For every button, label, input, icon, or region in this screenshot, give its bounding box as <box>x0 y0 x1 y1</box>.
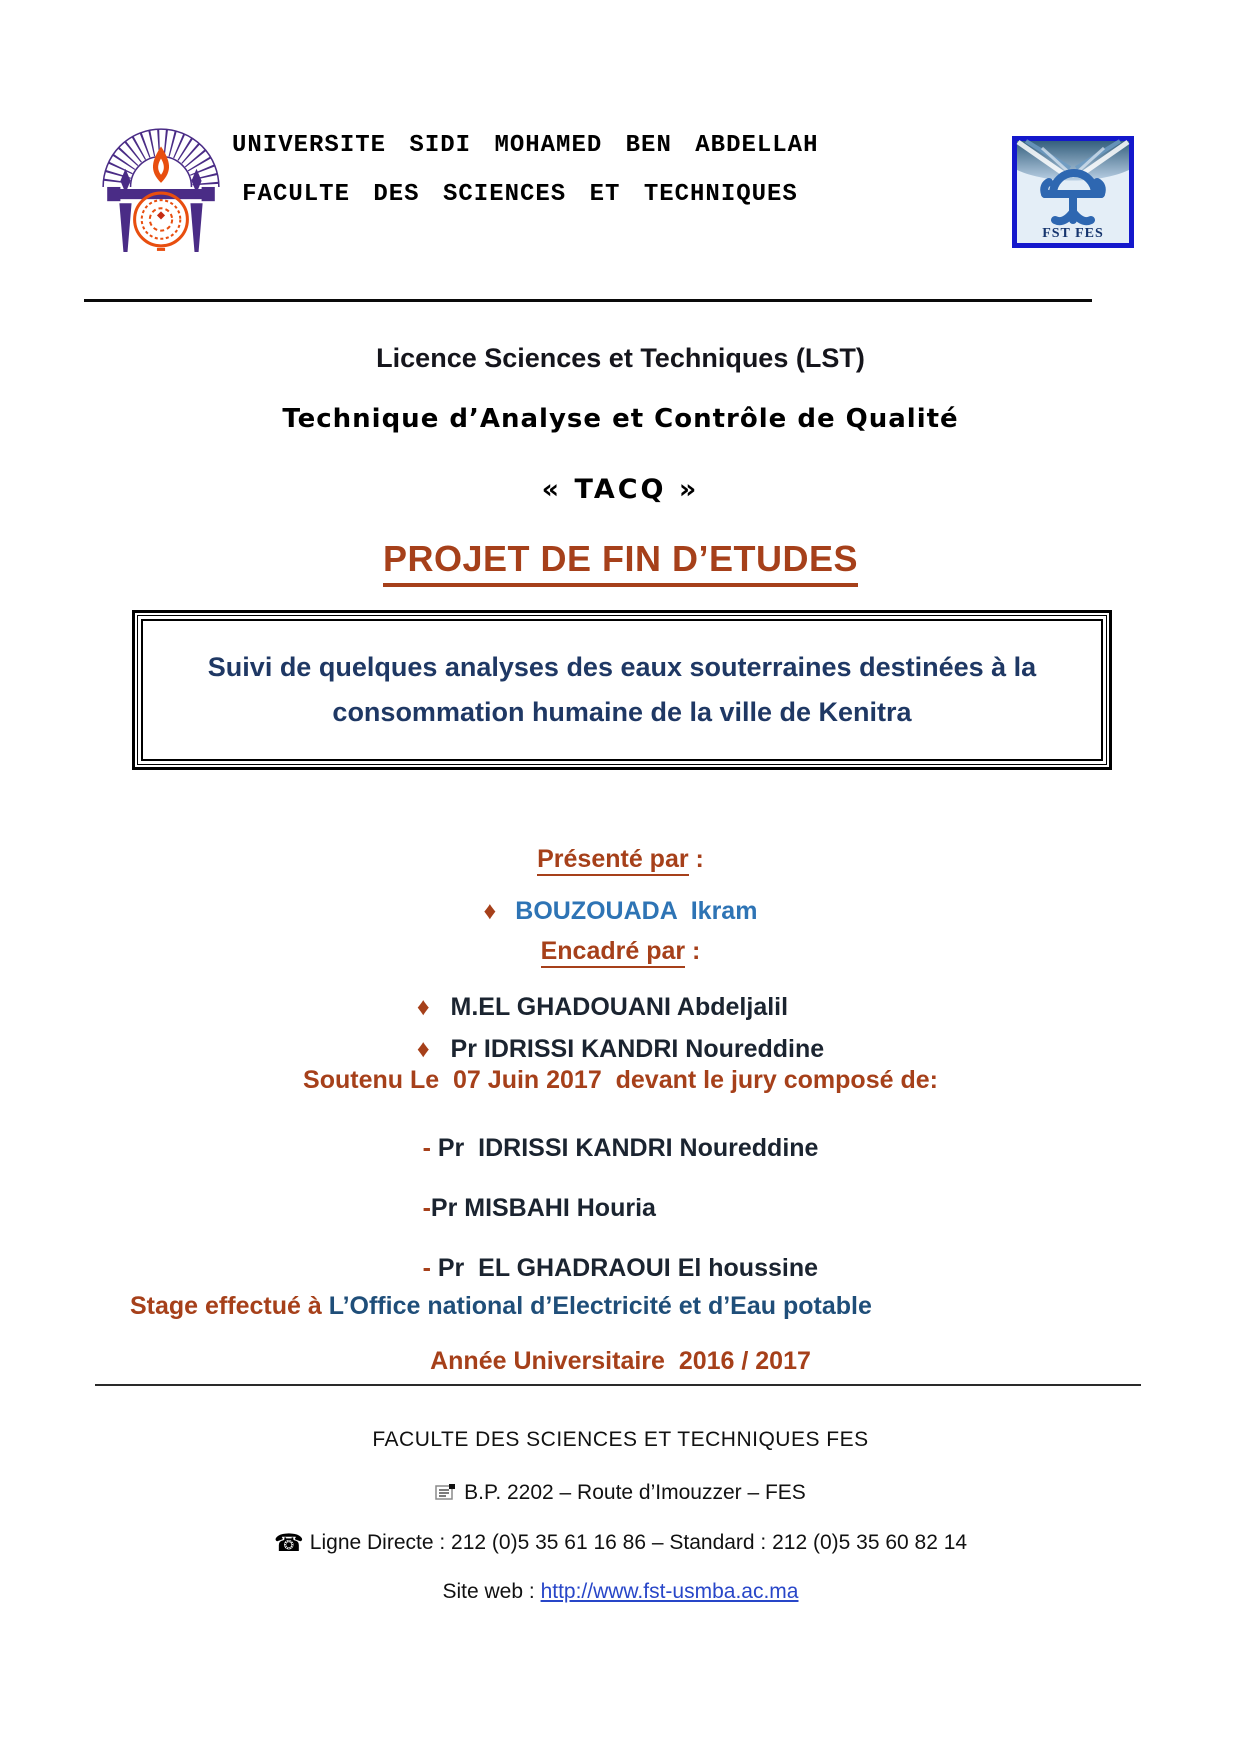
dash-bullet: - <box>422 1194 431 1222</box>
website-link[interactable]: http://www.fst-usmba.ac.ma <box>540 1580 799 1603</box>
footer-address-line <box>0 1481 1241 1505</box>
header-text-block <box>232 132 819 230</box>
jury-member-name: Pr MISBAHI Houria <box>430 1194 656 1222</box>
footer-divider <box>95 1384 1141 1386</box>
specialty-title: Technique d’Analyse et Contrôle de Qualité <box>282 404 959 434</box>
project-heading <box>0 538 1241 587</box>
supervised-by-colon: : <box>685 937 701 965</box>
supervised-by-label <box>0 937 1241 966</box>
jury-member-name: Pr EL GHADRAOUI El houssine <box>437 1254 818 1282</box>
subject-title-line1: Suivi de quelques analyses des eaux souterraines destinées à la <box>207 652 1037 682</box>
jury-member-item <box>423 1178 819 1238</box>
specialty-acronym: « TACQ » <box>541 474 700 505</box>
footer-address-text: B.P. 2202 – Route d’Imouzzer – FES <box>464 1481 806 1504</box>
university-emblem-icon <box>95 122 227 256</box>
presented-by-label-text: Présenté par <box>537 845 688 876</box>
dash-bullet: - <box>422 1254 438 1282</box>
subject-box-content <box>141 619 1103 761</box>
footer-faculty-line: FACULTE DES SCIENCES ET TECHNIQUES FES <box>372 1428 869 1451</box>
supervisors-list <box>0 986 1241 1070</box>
project-heading-text: PROJET DE FIN D’ETUDES <box>383 538 858 587</box>
subject-box <box>132 610 1112 770</box>
supervisor-item <box>417 986 824 1028</box>
subject-title-line2: consommation humaine de la ville de Kenitra <box>332 697 912 727</box>
defense-intro-line: Soutenu Le 07 Juin 2017 devant le jury composé de: <box>303 1066 938 1094</box>
internship-prefix: Stage effectué à <box>130 1292 329 1320</box>
internship-line <box>0 1292 1241 1321</box>
supervisor-name: Pr IDRISSI KANDRI Noureddine <box>450 1035 825 1063</box>
fst-fes-logo-caption: FST FES <box>1042 226 1104 241</box>
usmba-university-logo <box>95 122 227 256</box>
footer-phone-text: Ligne Directe : 212 (0)5 35 61 16 86 – Standard : 212 (0)5 35 60 82 14 <box>309 1531 968 1554</box>
diamond-bullet-icon: ♦ <box>416 1035 430 1063</box>
supervisor-item <box>417 1028 824 1070</box>
presented-by-label <box>0 845 1241 874</box>
program-title: Licence Sciences et Techniques (LST) <box>376 343 865 373</box>
mail-icon <box>435 1484 456 1501</box>
jury-list <box>0 1118 1241 1298</box>
phone-icon: ☎ <box>273 1529 304 1557</box>
dash-bullet: - <box>422 1134 438 1162</box>
website-label: Site web : <box>442 1580 541 1603</box>
header-divider <box>84 299 1092 302</box>
faculty-name: FACULTE DES SCIENCES ET TECHNIQUES <box>242 181 798 208</box>
academic-year-line: Année Universitaire 2016 / 2017 <box>430 1347 811 1375</box>
student-line <box>0 897 1241 926</box>
diamond-bullet-icon: ♦ <box>483 897 497 925</box>
footer-phone-line <box>0 1529 1241 1557</box>
diamond-bullet-icon: ♦ <box>416 993 430 1021</box>
jury-member-item <box>423 1238 819 1298</box>
supervisor-name: M.EL GHADOUANI Abdeljalil <box>450 993 789 1021</box>
jury-member-name: Pr IDRISSI KANDRI Noureddine <box>437 1134 819 1162</box>
jury-member-item <box>423 1118 819 1178</box>
fst-fes-logo <box>1012 136 1134 248</box>
internship-organization: L’Office national d’Electricité et d’Eau potable <box>328 1292 872 1320</box>
presented-by-colon: : <box>688 845 704 873</box>
university-name: UNIVERSITE SIDI MOHAMED BEN ABDELLAH <box>232 132 819 159</box>
supervised-by-label-text: Encadré par <box>541 937 686 968</box>
fst-fes-logo-icon <box>1012 136 1134 248</box>
subject-box-inner-border <box>137 615 1107 765</box>
student-name: BOUZOUADA Ikram <box>515 897 758 925</box>
footer-website-line <box>0 1580 1241 1604</box>
